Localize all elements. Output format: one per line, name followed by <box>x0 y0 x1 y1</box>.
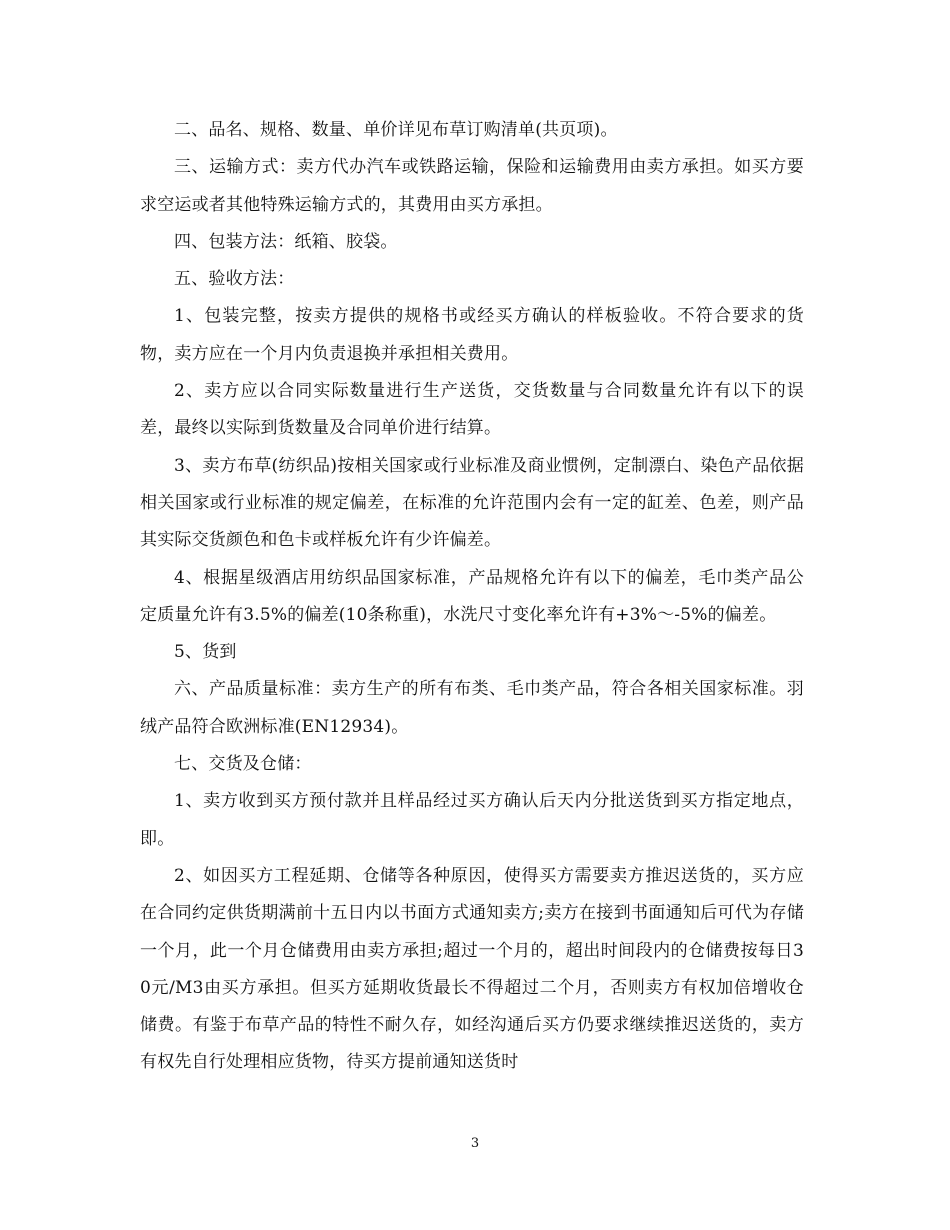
paragraph-transport-method: 三、运输方式：卖方代办汽车或铁路运输，保险和运输费用由卖方承担。如买方要求空运或者其他特殊运输方式的，其费用由买方承担。 <box>140 157 804 215</box>
paragraph-inspection-5: 5、货到 <box>174 642 237 663</box>
paragraph-inspection-3: 3、卖方布草(纺织品)按相关国家或行业标准及商业惯例，定制漂白、染色产品依据相关国家或行业标准的规定偏差，在标准的允许范围内会有一定的缸差、色差，则产品其实际交货颜色和色卡或样板允许有少许偏差。 <box>140 455 804 551</box>
paragraph-item-name-spec: 二、品名、规格、数量、单价详见布草订购清单(共页项)。 <box>174 120 618 140</box>
paragraph-quality-standard: 六、产品质量标准：卖方生产的所有布类、毛巾类产品，符合各相关国家标准。羽绒产品符合欧洲标准(EN12934)。 <box>140 679 804 737</box>
paragraph-delivery-heading: 七、交货及仓储： <box>174 754 312 775</box>
paragraph-delivery-2: 2、如因买方工程延期、仓储等各种原因，使得买方需要卖方推迟送货的，买方应在合同约定供货期满前十五日内以书面方式通知卖方;卖方在接到书面通知后可代为存储一个月，此一个月仓储费用由卖方承担;超过一个月的，超出时间段内的仓储费按每日30元/M3由买方承担。但买方延期收货最长不得超过二个月，否则卖方有权加倍增收仓储费。有鉴于布草产品的特性不耐久存，如经沟通后买方仍要求继续推迟送货的，卖方有权先自行处理相应货物，待买方提前通知送货时 <box>140 865 804 1073</box>
document-body <box>140 112 804 1082</box>
paragraph-inspection-2: 2、卖方应以合同实际数量进行生产送货，交货数量与合同数量允许有以下的误差，最终以实际到货数量及合同单价进行结算。 <box>140 381 804 439</box>
paragraph-inspection-1: 1、包装完整，按卖方提供的规格书或经买方确认的样板验收。不符合要求的货物，卖方应在一个月内负责退换并承担相关费用。 <box>140 306 804 364</box>
paragraph-inspection-4: 4、根据星级酒店用纺织品国家标准，产品规格允许有以下的偏差，毛巾类产品公定质量允许有3.5%的偏差(10条称重)，水洗尺寸变化率允许有+3%～-5%的偏差。 <box>140 567 804 625</box>
paragraph-delivery-1: 1、卖方收到买方预付款并且样品经过买方确认后天内分批送货到买方指定地点，即。 <box>140 791 804 849</box>
paragraph-packaging-method: 四、包装方法：纸箱、胶袋。 <box>174 231 398 252</box>
paragraph-inspection-heading: 五、验收方法： <box>174 269 295 290</box>
page-number: 3 <box>470 1136 480 1151</box>
